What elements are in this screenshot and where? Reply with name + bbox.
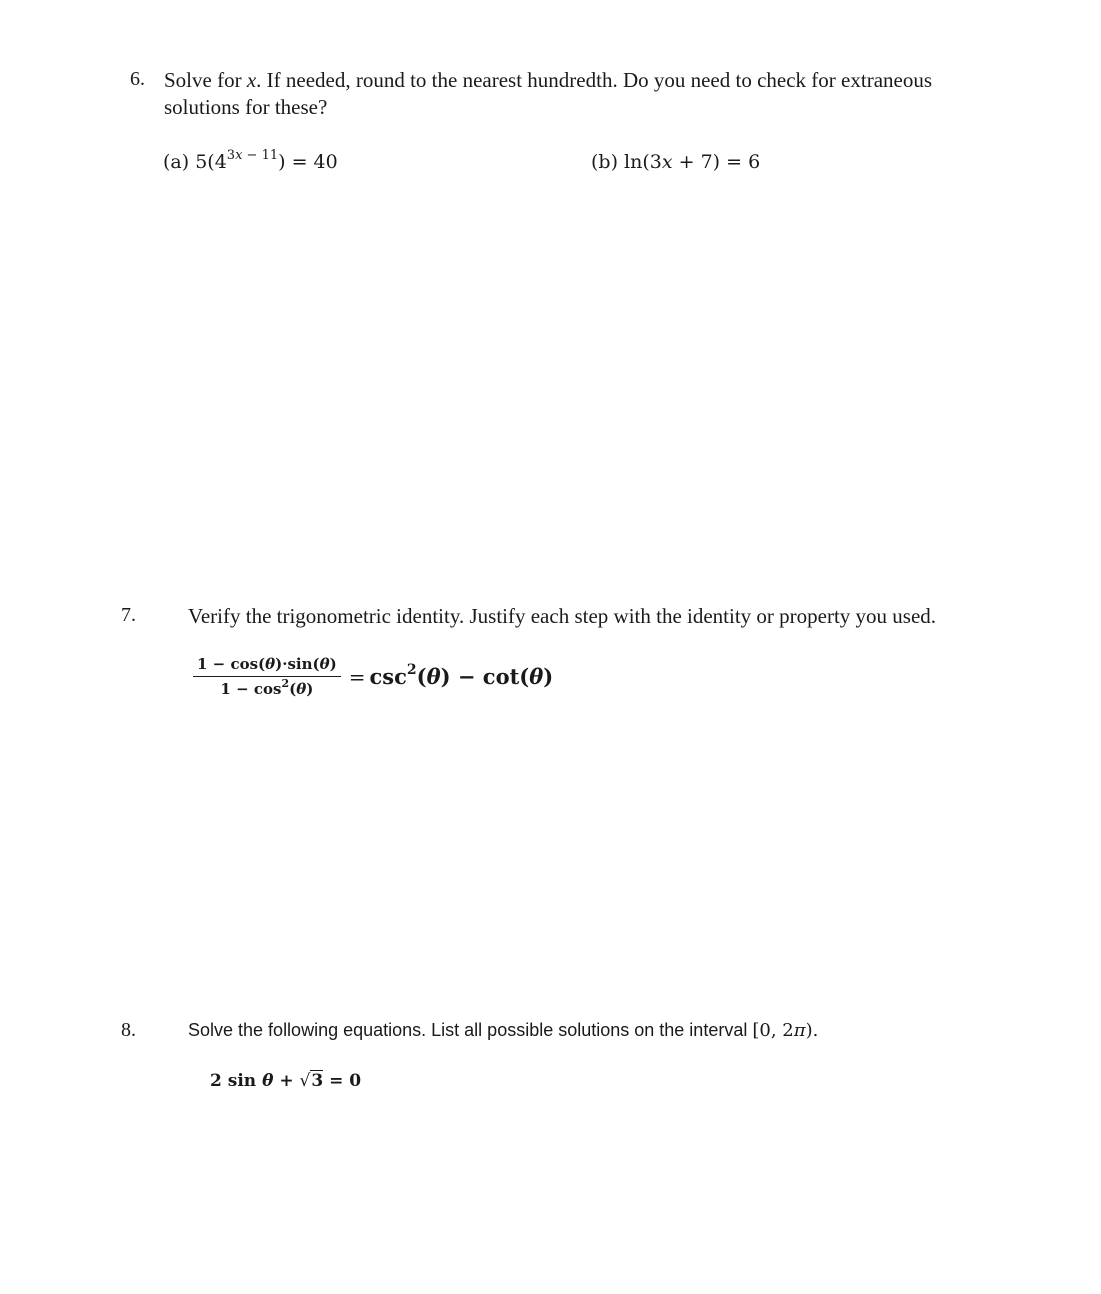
q7-equals-sign: = bbox=[348, 664, 366, 689]
question-7-prompt: Verify the trigonometric identity. Justify each step with the identity or property you used. bbox=[188, 604, 937, 628]
question-6-prompt-line1 bbox=[164, 67, 932, 94]
question-8-prompt bbox=[188, 1020, 818, 1041]
q6a-base: 5(4 bbox=[195, 151, 227, 173]
question-6-prompt-line2: solutions for these? bbox=[164, 95, 328, 119]
q6-text-post: . If needed, round to the nearest hundredth. Do you need to check for extraneous bbox=[256, 68, 933, 92]
q6b-func: ln(3 bbox=[618, 151, 662, 173]
q7-denominator: $1 - \cos^2(\theta)$ bbox=[193, 676, 341, 698]
q7-fraction bbox=[193, 655, 341, 698]
q8-interval: [0, 2π). bbox=[752, 1020, 819, 1041]
q6a-rhs: = 40 bbox=[285, 151, 338, 173]
q6a-label: (a) bbox=[163, 151, 190, 173]
q6-variable-x: x bbox=[246, 68, 257, 92]
q7-rhs: $\csc^2(\theta) - \cot(\theta)$ bbox=[369, 662, 554, 689]
question-6-number: 6. bbox=[130, 68, 145, 90]
q8-theta: θ bbox=[262, 1071, 274, 1091]
q6b-label: (b) bbox=[591, 151, 618, 173]
q6a-exponent: 3x − 11 bbox=[226, 148, 279, 163]
question-8-number: 8. bbox=[121, 1019, 136, 1041]
q6a-close: ) bbox=[278, 151, 286, 173]
question-7-number: 7. bbox=[121, 604, 136, 626]
q8-equation: 2 sin θ + √3 = 0 bbox=[210, 1071, 362, 1091]
q6-part-a-equation bbox=[163, 148, 338, 173]
q7-numerator: 1 − cos(θ)·sin(θ) bbox=[197, 655, 337, 673]
q6-text-pre: Solve for bbox=[164, 68, 247, 92]
q8-text: Solve the following equations. List all possible solutions on the interval bbox=[188, 1020, 753, 1040]
q6b-var: x bbox=[661, 151, 673, 173]
q6-part-b-equation bbox=[591, 151, 760, 173]
q6b-rest: + 7) = 6 bbox=[672, 151, 761, 173]
q8-sqrt: √3 bbox=[299, 1071, 324, 1091]
q7-identity bbox=[193, 655, 553, 698]
